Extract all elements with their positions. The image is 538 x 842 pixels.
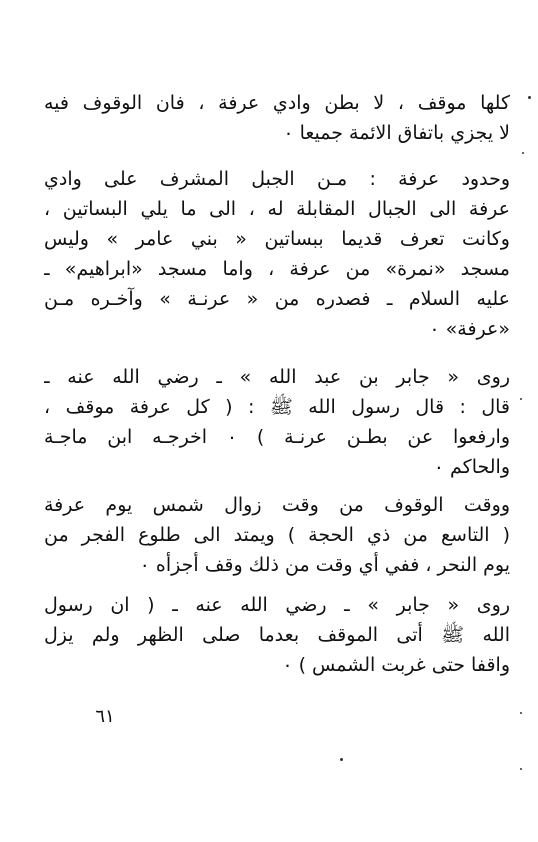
print-speck — [340, 758, 343, 761]
print-speck — [520, 712, 522, 714]
text-line: وحدود عرفة : مـن الجبل المشرف على وادي — [44, 168, 510, 190]
paragraph-5 — [44, 590, 510, 680]
paragraph-1 — [44, 88, 510, 148]
print-speck — [522, 152, 524, 154]
text-line: ( التاسع من ذي الحجة ) ويمتد الى طلوع الفجر من — [44, 524, 510, 546]
text-line: وكانت تعرف قديما ببساتين « بني عامر » وليس — [44, 228, 510, 250]
text-line: يوم النحر ، ففي أي وقت من ذلك وقف أجزأه ٠ — [139, 554, 510, 576]
text-line: روى « جابر » ـ رضي الله عنه ـ ( ان رسول — [44, 594, 510, 616]
text-line: وارفعوا عن بطـن عرنـة ) ٠ اخرجـه ابن ماجـة — [44, 426, 510, 448]
print-speck — [528, 96, 531, 99]
text-line: روى « جابر بن عبد الله » ـ رضي الله عنه ـ — [44, 366, 510, 388]
print-speck — [520, 768, 522, 770]
text-line: قال : قال رسول الله ﷺ : ( كل عرفة موقف ، — [44, 396, 510, 418]
text-line: عرفة الى الجبال المقابلة له ، الى ما يلي البساتين ، — [44, 198, 510, 220]
paragraph-4 — [44, 490, 510, 580]
text-line: واقفا حتى غربت الشمس ) ٠ — [282, 654, 510, 676]
text-line: عليه السلام ـ فصدره من « عرنـة » وآخـره مـن — [44, 288, 510, 310]
text-line: مسجد «نمرة» من عرفة ، واما مسجد «ابراهيم» ـ — [44, 258, 510, 280]
paragraph-2 — [44, 164, 510, 344]
text-line: لا يجزي باتفاق الائمة جميعا ٠ — [283, 122, 510, 144]
print-speck — [520, 398, 522, 400]
text-line: كلها موقف ، لا بطن وادي عرفة ، فان الوقوف فيه — [44, 92, 510, 114]
text-line: الله ﷺ أتى الموقف بعدما صلى الظهر ولم يزل — [44, 624, 510, 646]
page-number: ٦١ — [95, 706, 115, 727]
paragraph-3 — [44, 362, 510, 482]
text-line: ووقت الوقوف من وقت زوال شمس يوم عرفة — [44, 494, 510, 516]
text-line: «عرفة» ٠ — [429, 318, 510, 340]
text-line: والحاكم ٠ — [433, 456, 510, 478]
